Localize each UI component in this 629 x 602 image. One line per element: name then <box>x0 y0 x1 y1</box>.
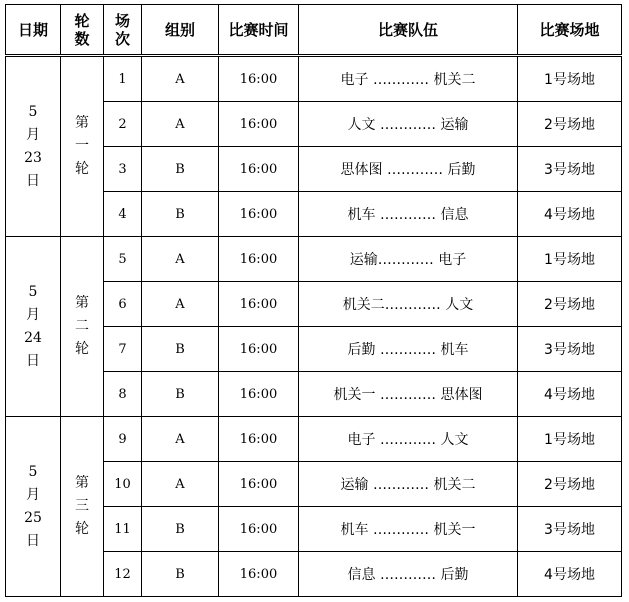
date-part: 23 <box>24 149 42 166</box>
venue-cell: 1号场地 <box>518 417 622 462</box>
group-cell: A <box>142 56 219 102</box>
time-cell: 16:00 <box>219 237 299 282</box>
header-match <box>104 5 142 56</box>
date-part: 月 <box>26 486 40 503</box>
teams-cell: 运输………… 电子 <box>299 237 518 282</box>
date-cell <box>6 237 61 417</box>
date-part: 5 <box>28 103 38 120</box>
venue-cell: 4号场地 <box>518 192 622 237</box>
venue-cell: 1号场地 <box>518 237 622 282</box>
teams-cell: 机车 ………… 机关一 <box>299 507 518 552</box>
venue-cell: 3号场地 <box>518 507 622 552</box>
group-cell: B <box>142 372 219 417</box>
match-number: 12 <box>104 552 142 597</box>
header-match-char: 次 <box>114 29 130 48</box>
group-cell: B <box>142 192 219 237</box>
group-cell: A <box>142 237 219 282</box>
match-number: 8 <box>104 372 142 417</box>
teams-cell: 运输 ………… 机关二 <box>299 462 518 507</box>
time-cell: 16:00 <box>219 147 299 192</box>
round-cell <box>61 417 104 597</box>
round-char: 第 <box>75 295 89 311</box>
time-cell: 16:00 <box>219 282 299 327</box>
teams-cell: 机关一 ………… 思体图 <box>299 372 518 417</box>
time-cell: 16:00 <box>219 192 299 237</box>
round-cell <box>61 237 104 417</box>
venue-cell: 3号场地 <box>518 327 622 372</box>
group-cell: B <box>142 507 219 552</box>
header-time: 比赛时间 <box>219 5 299 56</box>
schedule-table <box>5 4 622 597</box>
match-number: 4 <box>104 192 142 237</box>
match-number: 7 <box>104 327 142 372</box>
teams-cell: 电子 ………… 机关二 <box>299 56 518 102</box>
venue-cell: 2号场地 <box>518 282 622 327</box>
round-char: 轮 <box>75 341 89 357</box>
header-round <box>61 5 104 56</box>
date-cell <box>6 417 61 597</box>
round-char: 第 <box>75 475 89 491</box>
header-teams: 比赛队伍 <box>299 5 518 56</box>
venue-cell: 3号场地 <box>518 147 622 192</box>
time-cell: 16:00 <box>219 327 299 372</box>
header-round-char: 数 <box>74 29 90 48</box>
round-char: 二 <box>75 318 89 334</box>
round-char: 三 <box>75 498 89 514</box>
round-char: 第 <box>75 115 89 131</box>
header-group: 组别 <box>142 5 219 56</box>
match-number: 10 <box>104 462 142 507</box>
teams-cell: 机关二………… 人文 <box>299 282 518 327</box>
match-number: 11 <box>104 507 142 552</box>
venue-cell: 2号场地 <box>518 462 622 507</box>
group-cell: B <box>142 552 219 597</box>
date-part: 日 <box>26 352 40 369</box>
schedule-body <box>6 56 622 597</box>
date-part: 月 <box>26 126 40 143</box>
group-cell: B <box>142 327 219 372</box>
header-date: 日期 <box>6 5 61 56</box>
header-row <box>6 5 622 56</box>
teams-cell: 信息 ………… 后勤 <box>299 552 518 597</box>
teams-cell: 电子 ………… 人文 <box>299 417 518 462</box>
teams-cell: 后勤 ………… 机车 <box>299 327 518 372</box>
group-cell: B <box>142 147 219 192</box>
round-char: 轮 <box>75 521 89 537</box>
venue-cell: 4号场地 <box>518 372 622 417</box>
time-cell: 16:00 <box>219 507 299 552</box>
group-cell: A <box>142 102 219 147</box>
round-char: 一 <box>75 138 89 154</box>
group-cell: A <box>142 282 219 327</box>
time-cell: 16:00 <box>219 102 299 147</box>
round-char: 轮 <box>75 161 89 177</box>
date-part: 月 <box>26 306 40 323</box>
group-cell: A <box>142 462 219 507</box>
round-cell <box>61 56 104 237</box>
table-row <box>6 237 622 282</box>
venue-cell: 1号场地 <box>518 56 622 102</box>
match-number: 1 <box>104 56 142 102</box>
date-part: 25 <box>24 509 42 526</box>
header-venue: 比赛场地 <box>518 5 622 56</box>
venue-cell: 4号场地 <box>518 552 622 597</box>
table-row <box>6 417 622 462</box>
match-number: 9 <box>104 417 142 462</box>
date-part: 日 <box>26 172 40 189</box>
time-cell: 16:00 <box>219 417 299 462</box>
time-cell: 16:00 <box>219 462 299 507</box>
match-number: 5 <box>104 237 142 282</box>
match-number: 3 <box>104 147 142 192</box>
time-cell: 16:00 <box>219 56 299 102</box>
time-cell: 16:00 <box>219 552 299 597</box>
teams-cell: 人文 ………… 运输 <box>299 102 518 147</box>
table-row <box>6 56 622 102</box>
date-part: 5 <box>28 463 38 480</box>
teams-cell: 思体图 ………… 后勤 <box>299 147 518 192</box>
venue-cell: 2号场地 <box>518 102 622 147</box>
match-number: 6 <box>104 282 142 327</box>
date-cell <box>6 56 61 237</box>
teams-cell: 机车 ………… 信息 <box>299 192 518 237</box>
group-cell: A <box>142 417 219 462</box>
header-round-char: 轮 <box>74 11 90 30</box>
match-number: 2 <box>104 102 142 147</box>
header-match-char: 场 <box>114 11 130 30</box>
date-part: 24 <box>24 329 42 346</box>
time-cell: 16:00 <box>219 372 299 417</box>
date-part: 5 <box>28 283 38 300</box>
date-part: 日 <box>26 532 40 549</box>
